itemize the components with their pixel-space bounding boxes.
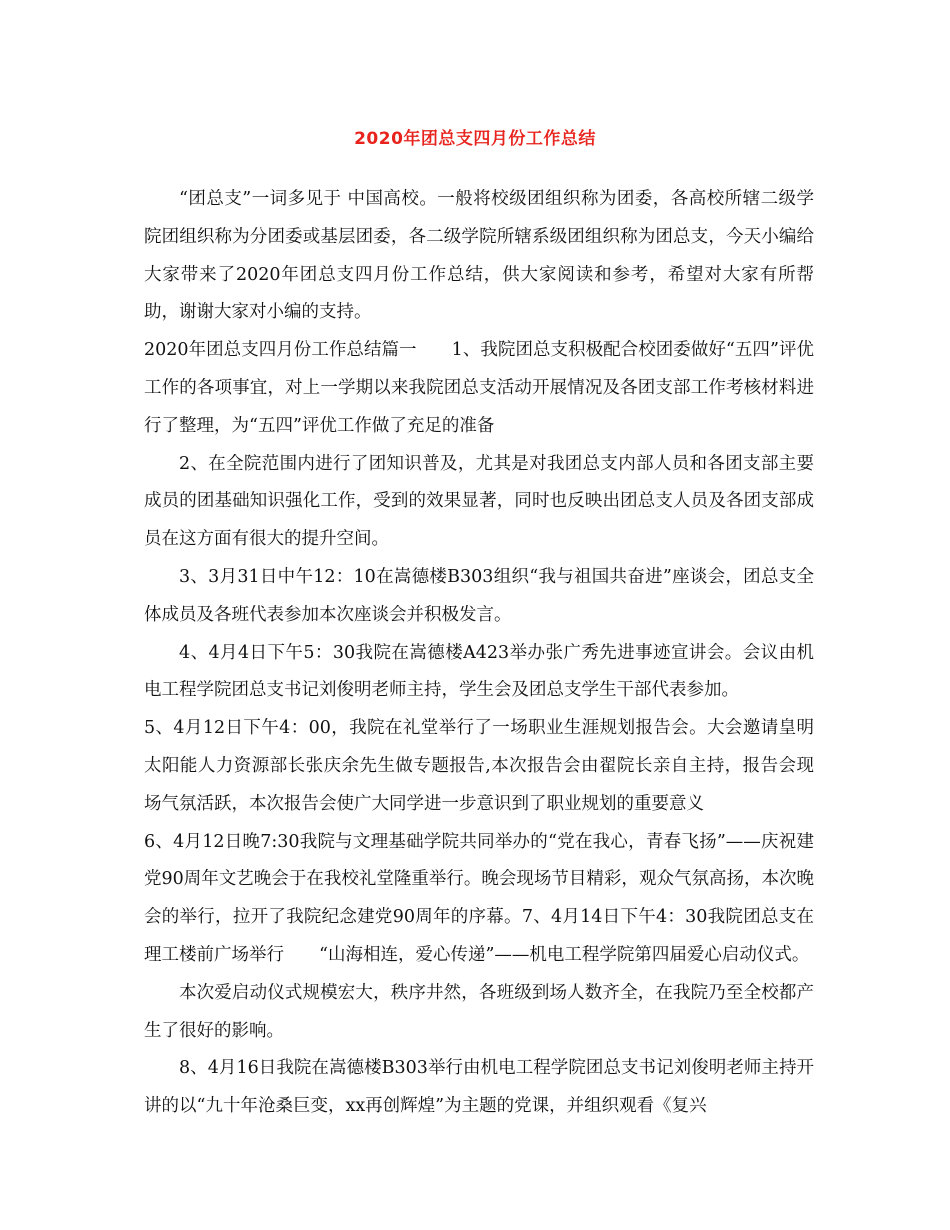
paragraph: 3、3月31日中午12：10在嵩德楼B303组织“我与祖国共奋进”座谈会，团总支全体成员及各班代表参加本次座谈会并积极发言。 [144, 566, 814, 625]
paragraph: 5、4月12日下午4：00，我院在礼堂举行了一场职业生涯规划报告会。大会邀请皇明太阳能人力资源部长张庆余先生做专题报告,本次报告会由翟院长亲自主持，报告会现场气氛活跃，本次报告会使广大同学进一步意识到了职业规划的重要意义 [144, 718, 814, 814]
paragraph: 2、在全院范围内进行了团知识普及，尤其是对我团总支内部人员和各团支部主要成员的团基础知识强化工作，受到的效果显著，同时也反映出团总支人员及各团支部成员在这方面有很大的提升空间。 [144, 453, 814, 550]
paragraph: 2020年团总支四月份工作总结篇一 1、我院团总支积极配合校团委做好“五四”评优工作的各项事宜，对上一学期以来我院团总支活动开展情况及各团支部工作考核材料进行了整理，为“五四”评优工作做了充足的准备 [144, 340, 814, 436]
paragraph: “团总支”一词多见于 中国高校。一般将校级团组织称为团委，各高校所辖二级学院团组织称为分团委或基层团委，各二级学院所辖系级团组织称为团总支，今天小编给大家带来了2020年团总支四月份工作总结，供大家阅读和参考，希望对大家有所帮助，谢谢大家对小编的支持。 [144, 189, 814, 323]
document-body [144, 181, 814, 1126]
paragraph: 6、4月12日晚7:30我院与文理基础学院共同举办的“党在我心，青春飞扬”——庆祝建党90周年文艺晚会于在我校礼堂隆重举行。晚会现场节目精彩，观众气氛高扬，本次晚会的举行，拉开了我院纪念建党90周年的序幕。7、4月14日下午4：30我院团总支在理工楼前广场举行 “山海相连，爱心传递”——机电工程学院第四届爱心启动仪式。 [144, 831, 814, 965]
document-title: 2020年团总支四月份工作总结 [354, 129, 596, 149]
paragraph: 8、4月16日我院在嵩德楼B303举行由机电工程学院团总支书记刘俊明老师主持开讲的以“九十年沧桑巨变，xx再创辉煌”为主题的党课，并组织观看《复兴 [144, 1058, 814, 1117]
paragraph: 4、4月4日下午5：30我院在嵩德楼A423举办张广秀先进事迹宣讲会。会议由机电工程学院团总支书记刘俊明老师主持，学生会及团总支学生干部代表参加。 [144, 642, 814, 701]
paragraph: 本次爱启动仪式规模宏大，秩序井然，各班级到场人数齐全，在我院乃至全校都产生了很好的影响。 [144, 982, 814, 1041]
